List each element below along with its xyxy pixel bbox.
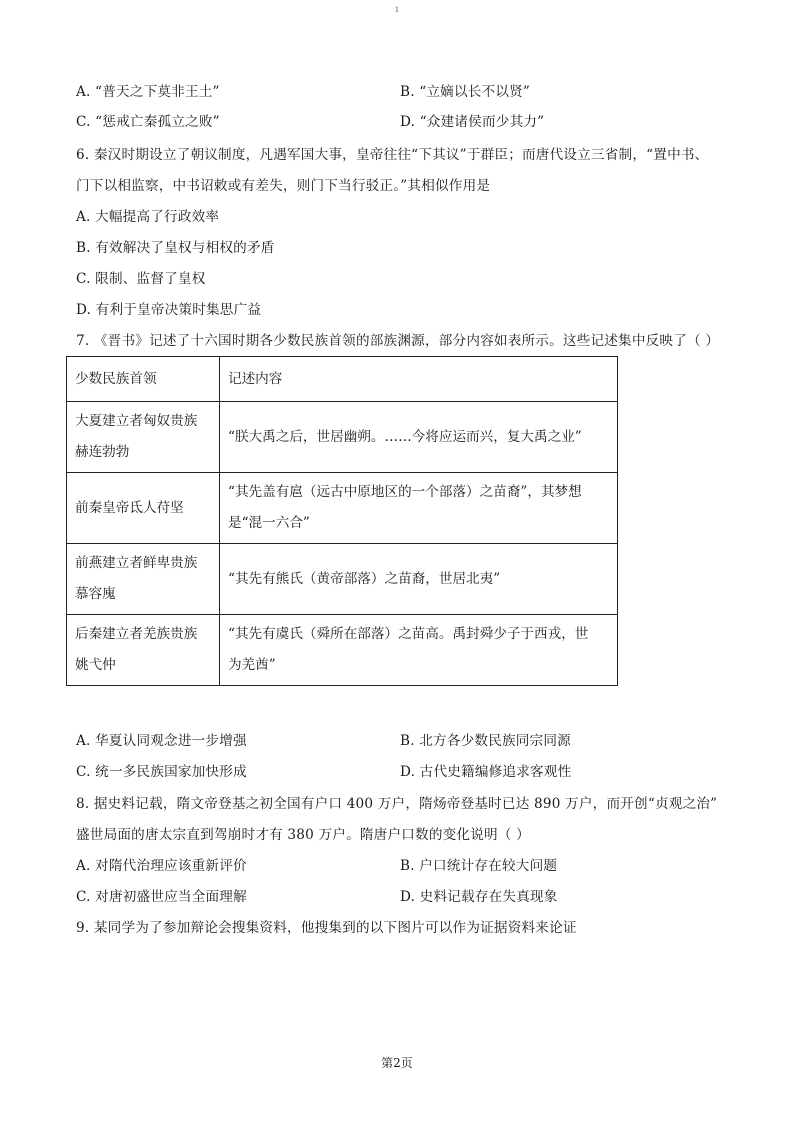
table-header-row — [67, 357, 618, 402]
content-line: “其先有熊氏（黄帝部落）之苗裔，世居北夷” — [228, 570, 501, 587]
table-header-leader: 少数民族首领 — [67, 357, 220, 402]
q8-option-a[interactable]: A. 对隋代治理应该重新评价 — [76, 858, 247, 874]
leader-line: 前秦皇帝氐人苻坚 — [75, 499, 184, 516]
q7-option-c[interactable]: C. 统一多民族国家加快形成 — [76, 764, 247, 780]
q6-option-a[interactable]: A. 大幅提高了行政效率 — [76, 209, 220, 225]
leader-line: 姚弋仲 — [75, 657, 116, 673]
page-number: 第2页 — [381, 1056, 413, 1070]
q5-option-c[interactable]: C. “惩戒亡秦孤立之败” — [76, 114, 220, 130]
table-cell-leader — [67, 544, 220, 615]
table-header-content: 记述内容 — [220, 357, 618, 402]
q5-option-d[interactable]: D. “众建诸侯而少其力” — [400, 114, 545, 130]
table-row — [67, 402, 618, 473]
q6-option-d[interactable]: D. 有利于皇帝决策时集思广益 — [76, 302, 262, 318]
leader-line: 大夏建立者匈奴贵族 — [75, 413, 198, 429]
content-line: “朕大禹之后，世居幽朔。……今将应运而兴，复大禹之业” — [228, 428, 582, 445]
content-line: “其先有虞氏（舜所在部落）之苗高。禹封舜少子于西戎，世 — [228, 626, 589, 642]
q8-option-b[interactable]: B. 户口统计存在较大问题 — [400, 858, 558, 874]
content-line: 是“混一六合” — [228, 515, 310, 531]
q6-option-b[interactable]: B. 有效解决了皇权与相权的矛盾 — [76, 240, 275, 256]
table-row — [67, 615, 618, 686]
q8-stem-line2: 盛世局面的唐太宗直到驾崩时才有 380 万户。隋唐户口数的变化说明（ ） — [76, 827, 530, 843]
table-cell-content — [220, 615, 618, 686]
q7-option-d[interactable]: D. 古代史籍编修追求客观性 — [400, 764, 572, 780]
q7-table — [66, 356, 618, 686]
leader-line: 后秦建立者羌族贵族 — [75, 626, 198, 642]
page-top-mark: 1 — [394, 6, 400, 14]
table-cell-content — [220, 473, 618, 544]
q8-option-c[interactable]: C. 对唐初盛世应当全面理解 — [76, 889, 247, 905]
table-cell-leader — [67, 615, 220, 686]
q7-option-a[interactable]: A. 华夏认同观念进一步增强 — [76, 733, 247, 749]
q9-stem: 9. 某同学为了参加辩论会搜集资料，他搜集到的以下图片可以作为证据资料来论证 — [76, 920, 577, 936]
leader-line: 慕容廆 — [75, 586, 116, 602]
table-cell-content — [220, 402, 618, 473]
table-cell-content — [220, 544, 618, 615]
q7-stem: 7. 《晋书》记述了十六国时期各少数民族首领的部族渊源，部分内容如表所示。这些记述集中反映了（ ） — [76, 333, 720, 349]
q8-option-d[interactable]: D. 史料记载存在失真现象 — [400, 889, 558, 905]
q6-stem-line1: 6. 秦汉时期设立了朝议制度，凡遇军国大事，皇帝往往“下其议”于群臣；而唐代设立三省制，“置中书、 — [76, 147, 709, 163]
q5-option-a[interactable]: A. “普天之下莫非王土” — [76, 84, 220, 100]
q6-stem-line2: 门下以相监察，中书诏敕或有差失，则门下当行驳正。”其相似作用是 — [76, 178, 491, 194]
table-cell-leader — [67, 402, 220, 473]
table-cell-leader — [67, 473, 220, 544]
q6-option-c[interactable]: C. 限制、监督了皇权 — [76, 271, 206, 287]
content-line: 为羌酋” — [228, 657, 276, 673]
q8-stem-line1: 8. 据史料记载，隋文帝登基之初全国有户口 400 万户，隋炀帝登基时已达 890 万户，而开创“贞观之治” — [76, 796, 718, 812]
q7-option-b[interactable]: B. 北方各少数民族同宗同源 — [400, 733, 571, 749]
table-row — [67, 544, 618, 615]
q5-option-b[interactable]: B. “立嫡以长不以贤” — [400, 84, 531, 100]
leader-line: 前燕建立者鲜卑贵族 — [75, 555, 198, 571]
table-row — [67, 473, 618, 544]
leader-line: 赫连勃勃 — [75, 444, 130, 460]
content-line: “其先盖有扈（远古中原地区的一个部落）之苗裔”，其梦想 — [228, 484, 582, 500]
